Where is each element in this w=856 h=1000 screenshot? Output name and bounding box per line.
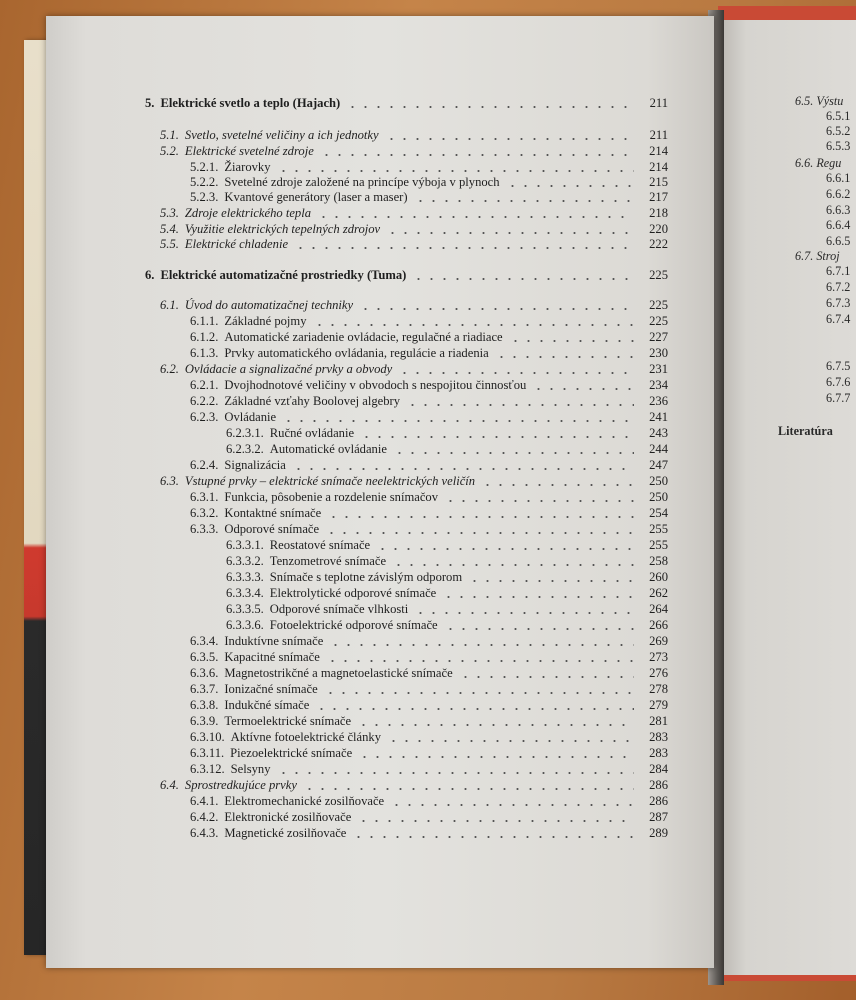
toc-entry bbox=[0, 553, 856, 569]
toc-entry bbox=[0, 95, 856, 111]
dot-leader bbox=[442, 596, 634, 598]
toc-entry bbox=[0, 761, 856, 777]
toc-entry-page: 262 bbox=[649, 586, 668, 600]
toc-entry-number: 6.4.2. bbox=[190, 810, 219, 824]
toc-entry-title: Svetelné zdroje založené na princípe výboja v plynoch bbox=[224, 175, 500, 189]
dot-leader bbox=[376, 548, 634, 550]
toc-entry bbox=[0, 649, 856, 665]
toc-entry bbox=[0, 205, 856, 221]
toc-entry bbox=[0, 665, 856, 681]
right-page-entry: 6.7.5 bbox=[826, 359, 851, 373]
toc-entry-page: 258 bbox=[649, 554, 668, 568]
dot-leader bbox=[387, 740, 634, 742]
toc-entry-number: 6.3.4. bbox=[190, 634, 219, 648]
right-page-entry: 6.7.7 bbox=[826, 391, 851, 405]
toc-entry bbox=[0, 505, 856, 521]
toc-entry-number: 6.3.3. bbox=[190, 522, 219, 536]
toc-entry-page: 276 bbox=[649, 666, 668, 680]
toc-entry-title: Ionizačné snímače bbox=[224, 682, 318, 696]
toc-entry-page: 215 bbox=[649, 175, 668, 189]
toc-entry-page: 287 bbox=[649, 810, 668, 824]
toc-entry-title: Automatické zariadenie ovládacie, regulačné a riadiace bbox=[224, 330, 503, 344]
right-page-entry: 6.5.3 bbox=[826, 139, 851, 153]
toc-entry-title: Elektronické zosilňovače bbox=[224, 810, 352, 824]
toc-entry-page: 286 bbox=[649, 778, 668, 792]
toc-entry-title: Prvky automatického ovládania, regulácie a riadenia bbox=[224, 346, 489, 360]
toc-entry bbox=[0, 329, 856, 345]
toc-entry-page: 281 bbox=[649, 714, 668, 728]
right-page-entry: 6.5. Výstu bbox=[795, 94, 844, 108]
toc-entry bbox=[0, 221, 856, 237]
toc-entry bbox=[0, 236, 856, 252]
toc-entry-number: 5.2.1. bbox=[190, 160, 219, 174]
toc-entry bbox=[0, 143, 856, 159]
toc-entry-title: Kontaktné snímače bbox=[224, 506, 322, 520]
right-page-entry: 6.6.3 bbox=[826, 203, 851, 217]
toc-entry-title: Využitie elektrických tepelných zdrojov bbox=[184, 222, 381, 236]
dot-leader bbox=[412, 278, 634, 280]
toc-entry-number: 5.5. bbox=[160, 237, 179, 251]
toc-entry-title: Funkcia, pôsobenie a rozdelenie snímačov bbox=[224, 490, 439, 504]
toc-entry bbox=[0, 473, 856, 489]
toc-entry-title: Kvantové generátory (laser a maser) bbox=[224, 190, 408, 204]
toc-entry-number: 6.3.8. bbox=[190, 698, 219, 712]
toc-entry-title: Zdroje elektrického tepla bbox=[184, 206, 312, 220]
toc-entry-page: 250 bbox=[649, 474, 668, 488]
dot-leader bbox=[459, 676, 634, 678]
dot-leader bbox=[317, 216, 634, 218]
dot-leader bbox=[326, 660, 634, 662]
dot-leader bbox=[393, 452, 634, 454]
dot-leader bbox=[346, 106, 634, 108]
dot-leader bbox=[352, 836, 634, 838]
toc-entry bbox=[0, 457, 856, 473]
toc-entry-page: 225 bbox=[649, 298, 668, 312]
toc-entry bbox=[0, 777, 856, 793]
toc-entry-number: 6.1.1. bbox=[190, 314, 219, 328]
dot-leader bbox=[385, 138, 634, 140]
toc-entry-title: Aktívne fotoelektrické články bbox=[230, 730, 382, 744]
toc-entry-page: 255 bbox=[649, 522, 668, 536]
toc-entry-page: 222 bbox=[649, 237, 668, 251]
toc-entry-page: 211 bbox=[649, 96, 668, 110]
toc-entry-number: 6.3.3.5. bbox=[226, 602, 264, 616]
toc-entry-page: 254 bbox=[649, 506, 668, 520]
toc-entry-title: Fotoelektrické odporové snímače bbox=[269, 618, 438, 632]
toc-entry-number: 5.3. bbox=[160, 206, 179, 220]
right-page-entry: 6.5.1 bbox=[826, 109, 851, 123]
toc-entry-title: Elektrické automatizačné prostriedky (Tuma) bbox=[160, 268, 407, 282]
toc-entry bbox=[0, 297, 856, 313]
right-page-entry: 6.6.4 bbox=[826, 218, 851, 232]
toc-entry-title: Piezoelektrické snímače bbox=[230, 746, 353, 760]
toc-entry-number: 5. bbox=[145, 96, 155, 110]
right-page-entry: 6.7.3 bbox=[826, 296, 851, 310]
toc-entry bbox=[0, 521, 856, 537]
right-page-entry: 6.6. Regu bbox=[795, 156, 842, 170]
toc-entry-title: Induktívne snímače bbox=[224, 634, 324, 648]
dot-leader bbox=[506, 185, 634, 187]
dot-leader bbox=[324, 692, 634, 694]
right-page-entry: Literatúra bbox=[778, 424, 833, 438]
dot-leader bbox=[358, 756, 634, 758]
dot-leader bbox=[313, 324, 634, 326]
toc-entry bbox=[0, 585, 856, 601]
dot-leader bbox=[481, 484, 634, 486]
toc-entry-number: 6.2.1. bbox=[190, 378, 219, 392]
toc-entry bbox=[0, 745, 856, 761]
dot-leader bbox=[390, 804, 634, 806]
toc-entry-number: 5.1. bbox=[160, 128, 179, 142]
toc-entry-number: 6.3.5. bbox=[190, 650, 219, 664]
toc-entry-title: Sprostredkujúce prvky bbox=[184, 778, 297, 792]
toc-entry-title: Elektrické svetelné zdroje bbox=[184, 144, 314, 158]
toc-entry-number: 6.4.1. bbox=[190, 794, 219, 808]
toc-entry bbox=[0, 601, 856, 617]
dot-leader bbox=[325, 532, 634, 534]
toc-entry-number: 6.3.3.1. bbox=[226, 538, 264, 552]
toc-entry-title: Základné pojmy bbox=[224, 314, 307, 328]
right-page-entry: 6.6.1 bbox=[826, 171, 851, 185]
toc-entry-page: 214 bbox=[649, 144, 668, 158]
toc-entry-page: 247 bbox=[649, 458, 668, 472]
toc-entry-number: 6.2.3.1. bbox=[226, 426, 264, 440]
toc-entry-title: Svetlo, svetelné veličiny a ich jednotky bbox=[184, 128, 379, 142]
dot-leader bbox=[277, 772, 634, 774]
dot-leader bbox=[398, 372, 634, 374]
dot-leader bbox=[468, 580, 634, 582]
toc-entry-number: 6.2.2. bbox=[190, 394, 219, 408]
toc-entry bbox=[0, 127, 856, 143]
toc-entry bbox=[0, 489, 856, 505]
toc-entry-title: Termoelektrické snímače bbox=[224, 714, 352, 728]
toc-entry bbox=[0, 425, 856, 441]
toc-entry-page: 283 bbox=[649, 746, 668, 760]
dot-leader bbox=[303, 788, 634, 790]
toc-entry-title: Základné vzťahy Boolovej algebry bbox=[224, 394, 401, 408]
toc-entry-page: 243 bbox=[649, 426, 668, 440]
toc-entry-number: 6.3.3.4. bbox=[226, 586, 264, 600]
dot-leader bbox=[444, 500, 634, 502]
toc-entry-page: 286 bbox=[649, 794, 668, 808]
toc-entry-title: Kapacitné snímače bbox=[224, 650, 320, 664]
toc-entry-page: 225 bbox=[649, 314, 668, 328]
toc-entry bbox=[0, 729, 856, 745]
toc-entry-page: 234 bbox=[649, 378, 668, 392]
toc-entry-title: Odporové snímače vlhkosti bbox=[269, 602, 409, 616]
right-page-entry: 6.7. Stroj bbox=[795, 249, 840, 263]
toc-entry bbox=[0, 313, 856, 329]
toc-entry-page: 217 bbox=[649, 190, 668, 204]
toc-entry-page: 211 bbox=[649, 128, 668, 142]
dot-leader bbox=[359, 308, 634, 310]
toc-entry-page: 269 bbox=[649, 634, 668, 648]
toc-entry-page: 231 bbox=[649, 362, 668, 376]
toc-entry-page: 225 bbox=[649, 268, 668, 282]
dot-leader bbox=[414, 200, 634, 202]
dot-leader bbox=[277, 170, 634, 172]
toc-entry-title: Tenzometrové snímače bbox=[269, 554, 387, 568]
toc-entry bbox=[0, 267, 856, 283]
toc-entry-page: 266 bbox=[649, 618, 668, 632]
toc-entry bbox=[0, 825, 856, 841]
toc-entry-page: 220 bbox=[649, 222, 668, 236]
toc-entry-title: Indukčné símače bbox=[224, 698, 310, 712]
toc-entry-number: 6.1. bbox=[160, 298, 179, 312]
toc-entry-title: Vstupné prvky – elektrické snímače neelektrických veličín bbox=[184, 474, 476, 488]
dot-leader bbox=[282, 420, 634, 422]
toc-entry bbox=[0, 441, 856, 457]
toc-entry-title: Elektromechanické zosilňovače bbox=[224, 794, 385, 808]
right-page-entry: 6.7.2 bbox=[826, 280, 851, 294]
toc-entry-page: 227 bbox=[649, 330, 668, 344]
dot-leader bbox=[386, 232, 634, 234]
toc-entry-page: 236 bbox=[649, 394, 668, 408]
toc-entry-number: 6.3.1. bbox=[190, 490, 219, 504]
toc-entry bbox=[0, 345, 856, 361]
toc-entry-title: Magnetické zosilňovače bbox=[224, 826, 347, 840]
toc-entry-title: Elektrolytické odporové snímače bbox=[269, 586, 437, 600]
toc-entry-page: 260 bbox=[649, 570, 668, 584]
toc-entry-number: 6.4.3. bbox=[190, 826, 219, 840]
toc-entry-number: 6.3.2. bbox=[190, 506, 219, 520]
toc-entry-title: Elektrické chladenie bbox=[184, 237, 289, 251]
dot-leader bbox=[444, 628, 634, 630]
toc-entry-title: Ovládanie bbox=[224, 410, 277, 424]
toc-entry bbox=[0, 537, 856, 553]
toc-entry-title: Dvojhodnotové veličiny v obvodoch s nespojitou činnosťou bbox=[224, 378, 527, 392]
right-page-entry: 6.6.5 bbox=[826, 234, 851, 248]
right-page-entry: 6.6.2 bbox=[826, 187, 851, 201]
toc-entry-number: 6.3.11. bbox=[190, 746, 225, 760]
dot-leader bbox=[509, 340, 634, 342]
toc-entry-number: 6.3.7. bbox=[190, 682, 219, 696]
toc-entry-number: 6.2.3. bbox=[190, 410, 219, 424]
toc-entry bbox=[0, 569, 856, 585]
toc-entry bbox=[0, 174, 856, 190]
right-page-entry: 6.5.2 bbox=[826, 124, 851, 138]
toc-entry-page: 244 bbox=[649, 442, 668, 456]
toc-entry-number: 6.2.4. bbox=[190, 458, 219, 472]
toc-entry-number: 6.2. bbox=[160, 362, 179, 376]
toc-entry-page: 278 bbox=[649, 682, 668, 696]
dot-leader bbox=[294, 247, 634, 249]
toc-entry-page: 255 bbox=[649, 538, 668, 552]
toc-entry-title: Žiarovky bbox=[224, 160, 271, 174]
toc-entry-page: 289 bbox=[649, 826, 668, 840]
right-page-entry: 6.7.1 bbox=[826, 264, 851, 278]
toc-entry-number: 6.3.10. bbox=[190, 730, 225, 744]
dot-leader bbox=[320, 154, 634, 156]
toc-entry bbox=[0, 633, 856, 649]
toc-entry-number: 6. bbox=[145, 268, 155, 282]
right-page-entry: 6.7.4 bbox=[826, 312, 851, 326]
toc-entry-page: 218 bbox=[649, 206, 668, 220]
toc-entry bbox=[0, 713, 856, 729]
dot-leader bbox=[406, 404, 634, 406]
toc-entry bbox=[0, 377, 856, 393]
toc-entry-title: Selsyny bbox=[230, 762, 271, 776]
toc-entry-title: Odporové snímače bbox=[224, 522, 320, 536]
dot-leader bbox=[495, 356, 634, 358]
dot-leader bbox=[392, 564, 634, 566]
toc-entry-title: Snímače s teplotne závislým odporom bbox=[269, 570, 463, 584]
toc-entry bbox=[0, 793, 856, 809]
dot-leader bbox=[357, 820, 634, 822]
toc-entry bbox=[0, 393, 856, 409]
dot-leader bbox=[357, 724, 634, 726]
toc-entry-number: 6.3.12. bbox=[190, 762, 225, 776]
toc-entry-number: 6.3.3.6. bbox=[226, 618, 264, 632]
toc-entry-number: 6.3.6. bbox=[190, 666, 219, 680]
toc-entry-page: 284 bbox=[649, 762, 668, 776]
toc-entry bbox=[0, 617, 856, 633]
right-page-entry: 6.7.6 bbox=[826, 375, 851, 389]
toc-entry bbox=[0, 361, 856, 377]
toc-entry-number: 6.3.3.2. bbox=[226, 554, 264, 568]
dot-leader bbox=[315, 708, 634, 710]
toc-entry-number: 6.1.3. bbox=[190, 346, 219, 360]
toc-entry-title: Elektrické svetlo a teplo (Hajach) bbox=[160, 96, 341, 110]
toc-entry-page: 273 bbox=[649, 650, 668, 664]
toc-entry-title: Ručné ovládanie bbox=[269, 426, 355, 440]
toc-entry-title: Reostatové snímače bbox=[269, 538, 371, 552]
toc-entry bbox=[0, 409, 856, 425]
dot-leader bbox=[360, 436, 634, 438]
toc-entry-page: 279 bbox=[649, 698, 668, 712]
toc-entry-page: 241 bbox=[649, 410, 668, 424]
toc-entry-number: 6.3. bbox=[160, 474, 179, 488]
toc-entry-number: 6.1.2. bbox=[190, 330, 219, 344]
toc-entry bbox=[0, 189, 856, 205]
toc-entry-number: 5.2. bbox=[160, 144, 179, 158]
toc-entry-number: 5.2.2. bbox=[190, 175, 219, 189]
toc-entry-title: Úvod do automatizačnej techniky bbox=[184, 298, 354, 312]
dot-leader bbox=[329, 644, 634, 646]
toc-entry-number: 6.3.3.3. bbox=[226, 570, 264, 584]
dot-leader bbox=[327, 516, 634, 518]
toc-entry-page: 250 bbox=[649, 490, 668, 504]
toc-entry bbox=[0, 809, 856, 825]
toc-entry-page: 264 bbox=[649, 602, 668, 616]
toc-entry-page: 214 bbox=[649, 160, 668, 174]
toc-entry-number: 6.3.9. bbox=[190, 714, 219, 728]
toc-entry bbox=[0, 159, 856, 175]
toc-entry bbox=[0, 681, 856, 697]
toc-entry-number: 5.4. bbox=[160, 222, 179, 236]
toc-entry-title: Automatické ovládanie bbox=[269, 442, 387, 456]
toc-entry-title: Ovládacie a signalizačné prvky a obvody bbox=[184, 362, 393, 376]
toc-entry-title: Signalizácia bbox=[224, 458, 286, 472]
toc-entry-title: Magnetostrikčné a magnetoelastické snímače bbox=[224, 666, 453, 680]
toc-entry-page: 230 bbox=[649, 346, 668, 360]
toc-entry-number: 6.2.3.2. bbox=[226, 442, 264, 456]
toc-entry-number: 6.4. bbox=[160, 778, 179, 792]
toc-entry-number: 5.2.3. bbox=[190, 190, 219, 204]
dot-leader bbox=[532, 388, 634, 390]
dot-leader bbox=[292, 468, 634, 470]
toc-entry bbox=[0, 697, 856, 713]
toc-entry-page: 283 bbox=[649, 730, 668, 744]
dot-leader bbox=[414, 612, 634, 614]
